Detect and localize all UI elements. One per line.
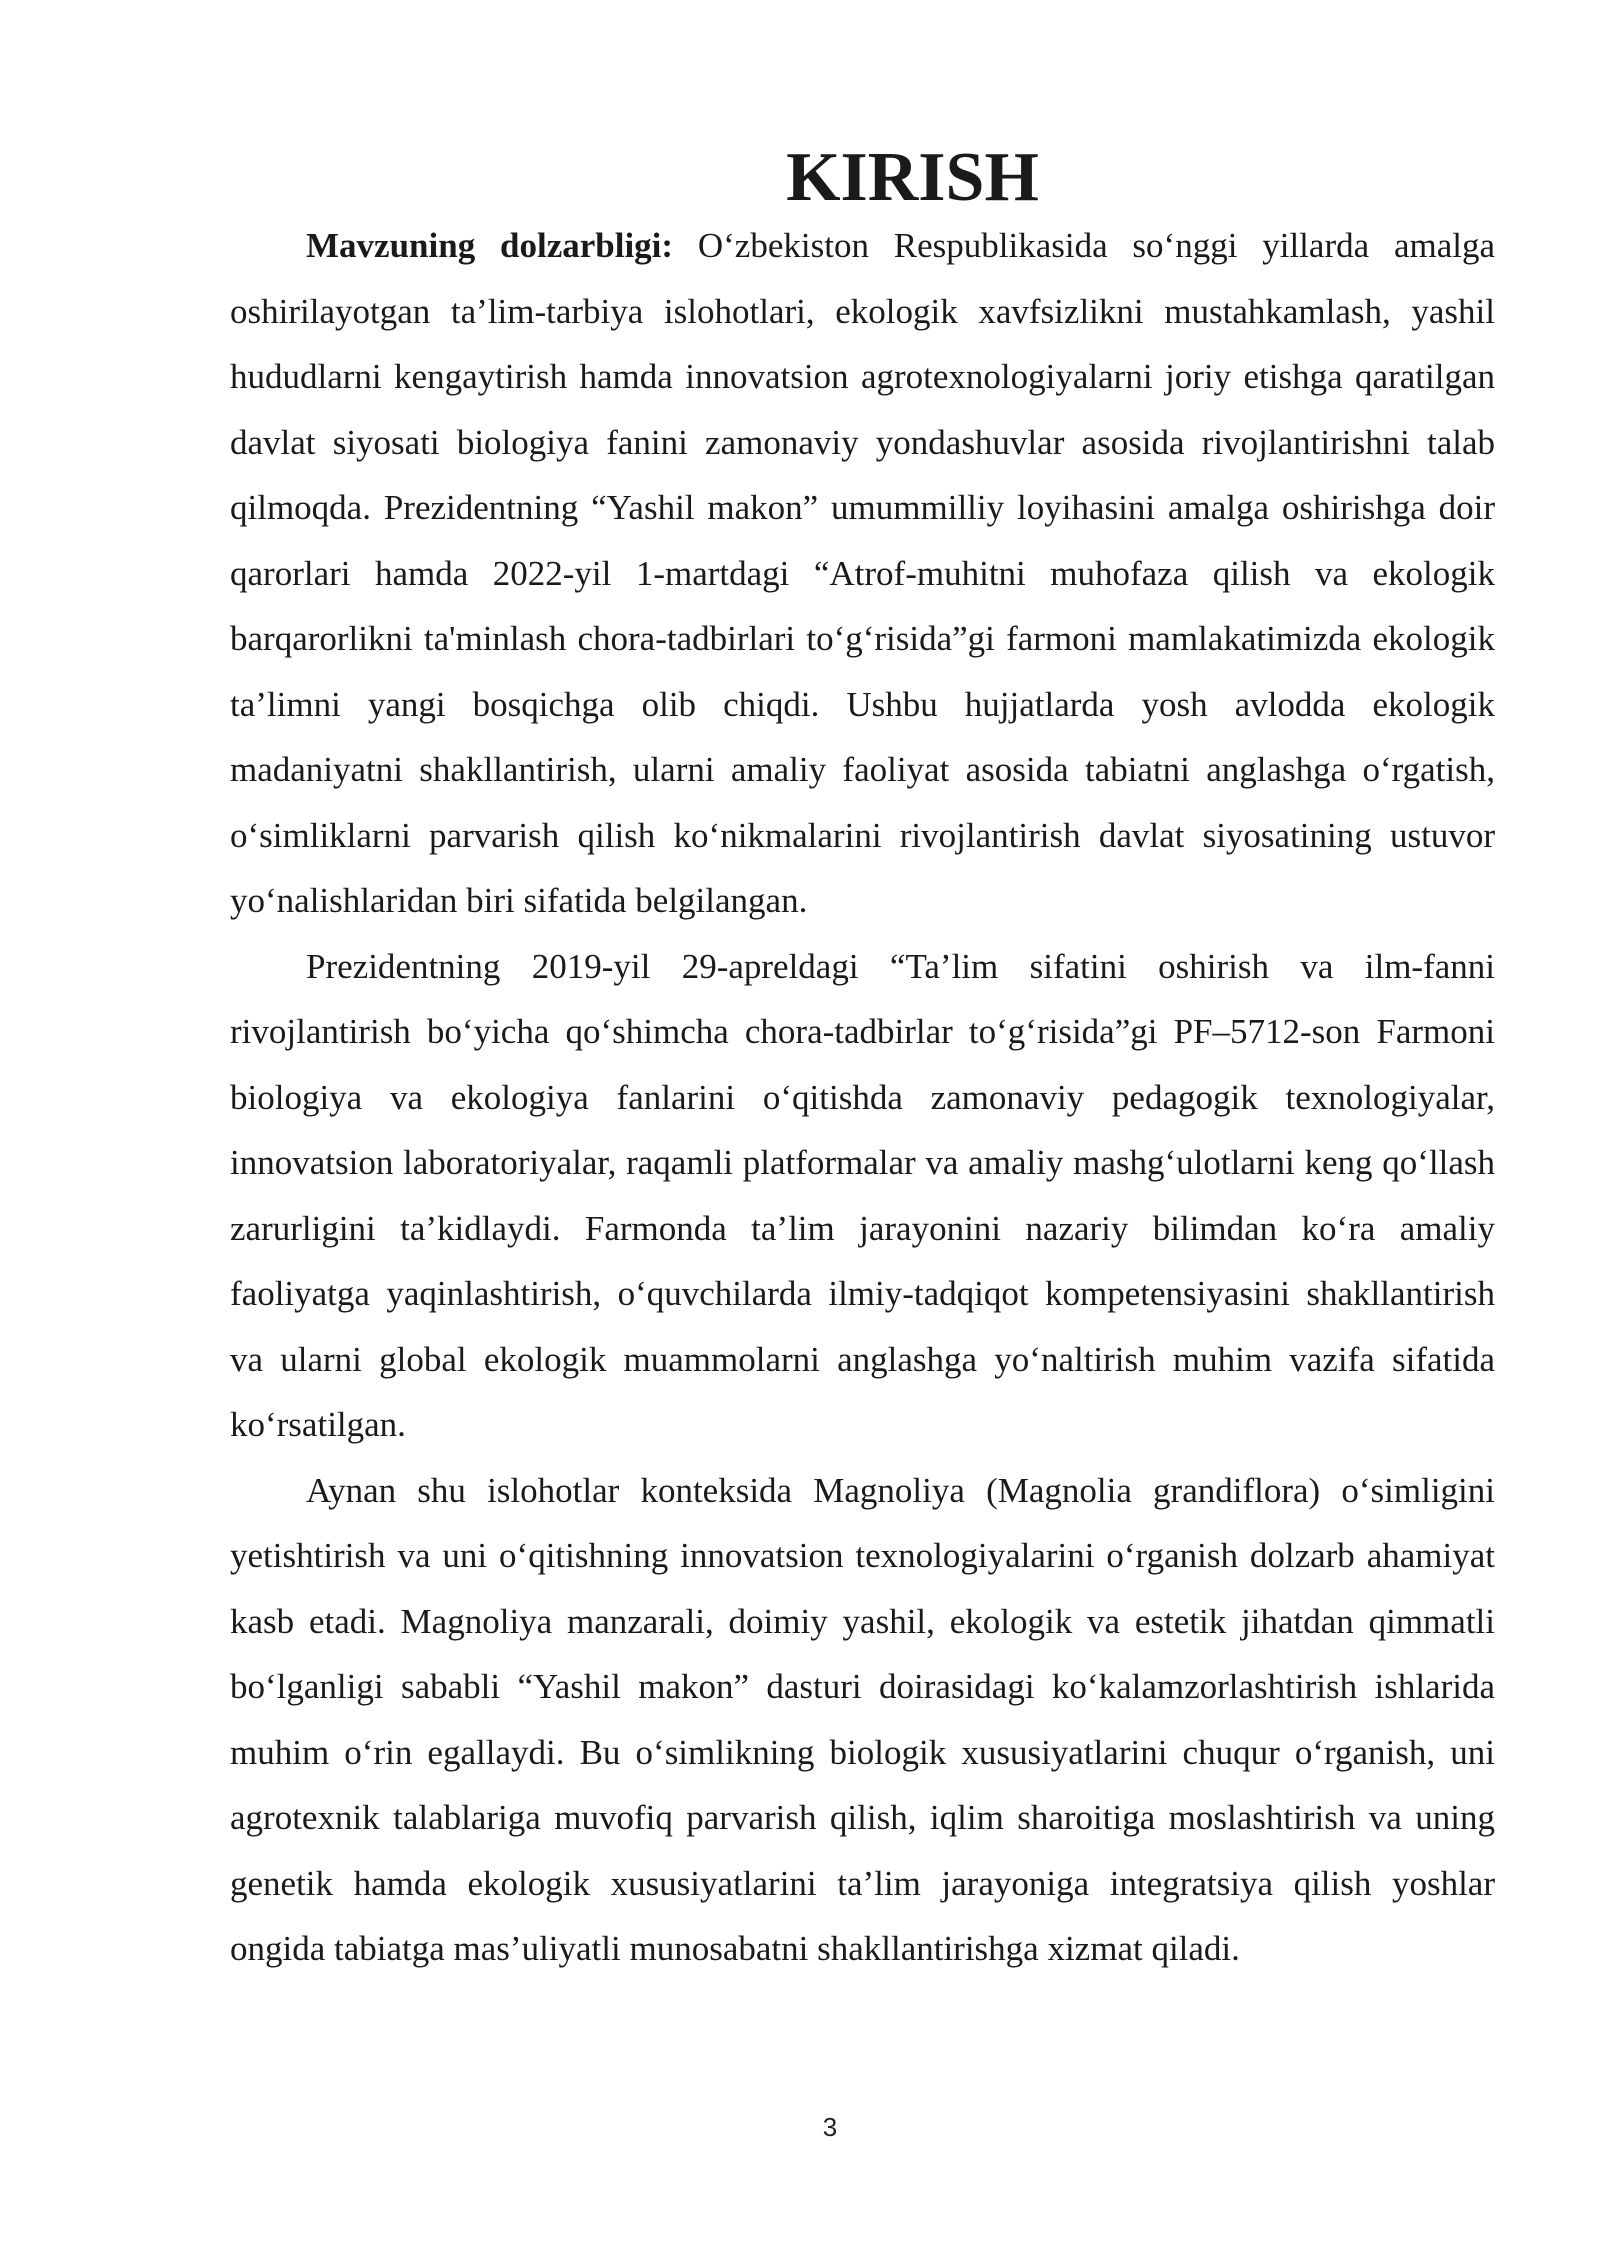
paragraph-relevance bbox=[230, 213, 1495, 934]
paragraph-magnolia: Aynan shu islohotlar konteksida Magnoliya (Magnolia grandiflora) o‘simligini yetishtirish va uni o‘qitishning innovatsion texnologiyalarini o‘rganish dolzarb ahamiyat kasb etadi. Magnoliya manzarali, doimiy yashil, ekologik va estetik jihatdan qimmatli bo‘lganligi sababli “Yashil makon” dasturi doirasidagi ko‘kalamzorlashtirish ishlarida muhim o‘rin egallaydi. Bu o‘simlikning biologik xususiyatlarini chuqur o‘rganish, uni agrotexnik talablariga muvofiq parvarish qilish, iqlim sharoitiga moslashtirish va uning genetik hamda ekologik xususiyatlarini ta’lim jarayoniga integratsiya qilish yoshlar ongida tabiatga mas’uliyatli munosabatni shakllantirishga xizmat qiladi. bbox=[230, 1470, 1495, 1968]
document-body bbox=[230, 139, 1495, 1982]
section-title: KIRISH bbox=[786, 139, 1039, 216]
paragraph-decree: Prezidentning 2019-yil 29-apreldagi “Ta’lim sifatini oshirish va ilm-fanni rivojlantirish bo‘yicha qo‘shimcha chora-tadbirlar to‘g‘risida”gi PF–5712-son Farmoni biologiya va ekologiya fanlarini o‘qitishda zamonaviy pedagogik texnologiyalar, innovatsion laboratoriyalar, raqamli platformalar va amaliy mashg‘ulotlarni keng qo‘llash zarurligini ta’kidlaydi. Farmonda ta’lim jarayonini nazariy bilimdan ko‘ra amaliy faoliyatga yaqinlashtirish, o‘quvchilarda ilmiy-tadqiqot kompetensiyasini shakllantirish va ularni global ekologik muammolarni anglashga yo‘naltirish muhim vazifa sifatida ko‘rsatilgan. bbox=[230, 946, 1495, 1444]
page-number: 3 bbox=[822, 2112, 838, 2142]
paragraph-text-relevance: O‘zbekiston Respublikasida so‘nggi yillarda amalga oshirilayotgan ta’lim-tarbiya islohotlari, ekologik xavfsizlikni mustahkamlash, yashil hududlarni kengaytirish hamda innovatsion agrotexnologiyalarni joriy etishga qaratilgan davlat siyosati biologiya fanini zamonaviy yondashuvlar asosida rivojlantirishni talab qilmoqda. Prezidentning “Yashil makon” umummilliy loyihasini amalga oshirishga doir qarorlari hamda 2022-yil 1-martdagi “Atrof-muhitni muhofaza qilish va ekologik barqarorlikni ta'minlash chora-tadbirlari to‘g‘risida”gi farmoni mamlakatimizda ekologik ta’limni yangi bosqichga olib chiqdi. Ushbu hujjatlarda yosh avlodda ekologik madaniyatni shakllantirish, ularni amaliy faoliyat asosida tabiatni anglashga o‘rgatish, o‘simliklarni parvarish qilish ko‘nikmalarini rivojlantirish davlat siyosatining ustuvor yo‘nalishlaridan biri sifatida belgilangan. bbox=[230, 226, 1495, 920]
paragraph-lead-relevance: Mavzuning dolzarbligi: bbox=[306, 226, 674, 265]
